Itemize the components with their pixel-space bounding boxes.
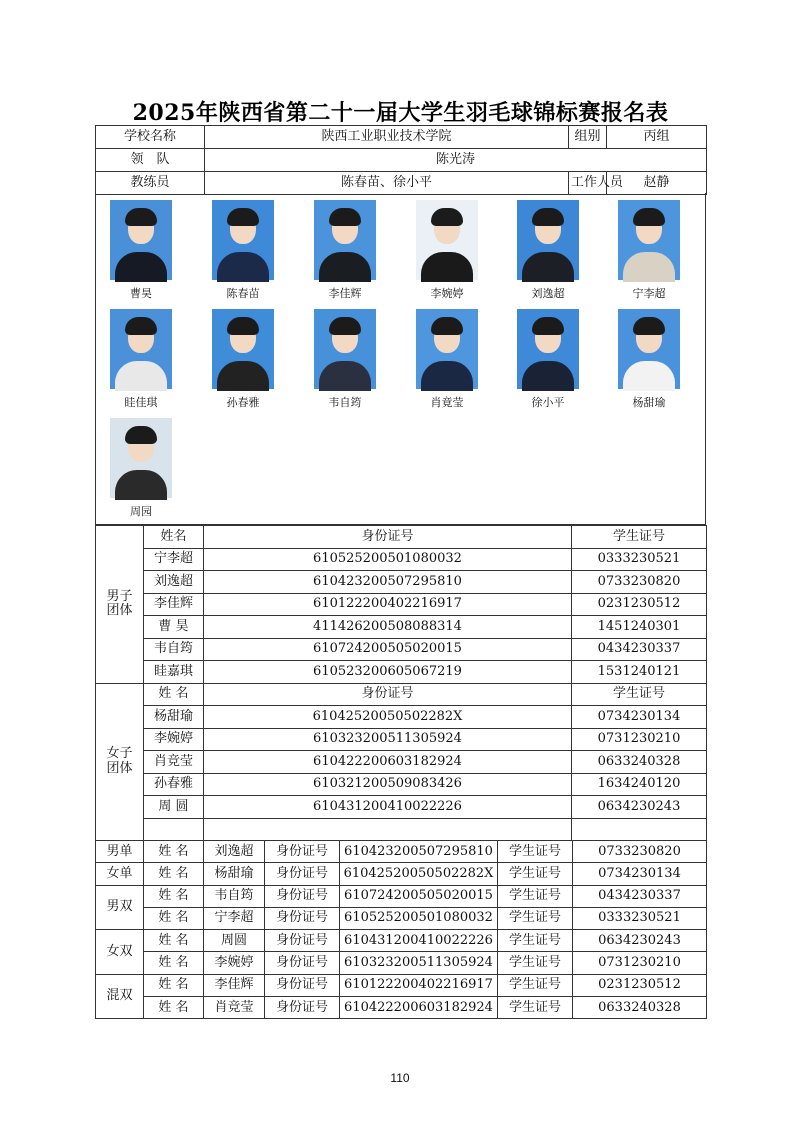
group-value: 丙组 [607, 126, 707, 149]
id-number-cell: 610431200410022226 [204, 796, 572, 819]
mens-team-label-text: 男子 团体 [106, 588, 133, 619]
name-label-cell: 姓 名 [144, 863, 204, 885]
team-entries-table [95, 525, 707, 841]
coach-row [96, 172, 707, 195]
player-name-cell: 刘逸超 [204, 841, 265, 863]
student-number-cell: 0333230521 [572, 548, 707, 571]
womens-team-name-header: 姓 名 [144, 683, 204, 706]
student-label-cell: 学生证号 [498, 997, 573, 1019]
id-label-cell: 身份证号 [265, 841, 340, 863]
mens-team-label [96, 526, 144, 684]
table-row [96, 863, 707, 885]
athlete-portrait [416, 309, 478, 389]
form-title: 2025年陕西省第二十一届大学生羽毛球锦标赛报名表 [132, 100, 669, 126]
player-name-cell: 宁李超 [144, 548, 204, 571]
player-name-cell: 韦自筠 [204, 885, 265, 907]
table-row [96, 548, 707, 571]
name-label-cell: 姓 名 [144, 952, 204, 974]
school-label: 学校名称 [96, 126, 205, 149]
athlete-photo-name: 陈春苗 [226, 287, 260, 300]
leader-label: 领 队 [96, 149, 205, 172]
id-number-cell: 610525200501080032 [204, 548, 572, 571]
header-info-table [95, 125, 707, 195]
athlete-portrait [517, 200, 579, 280]
id-label-cell: 身份证号 [265, 863, 340, 885]
student-number-cell: 0734230134 [572, 706, 707, 729]
athlete-photo-card [517, 200, 579, 301]
table-row [96, 885, 707, 907]
student-label-cell: 学生证号 [498, 885, 573, 907]
name-label-cell: 姓 名 [144, 930, 204, 952]
leader-row [96, 149, 707, 172]
mens-team-section [96, 526, 707, 684]
player-name-cell: 曹 昊 [144, 616, 204, 639]
athlete-photo-card [416, 309, 478, 410]
id-label-cell: 身份证号 [265, 907, 340, 929]
id-number-cell: 610321200509083426 [204, 773, 572, 796]
athlete-portrait [110, 418, 172, 498]
womens-singles-label: 女单 [96, 863, 144, 885]
player-name-cell: 杨甜瑜 [204, 863, 265, 885]
student-label-cell: 学生证号 [498, 841, 573, 863]
id-label-cell: 身份证号 [265, 885, 340, 907]
table-row [96, 952, 707, 974]
id-label-cell: 身份证号 [265, 952, 340, 974]
table-row [96, 616, 707, 639]
student-number-cell: 0733230820 [573, 841, 707, 863]
player-name-cell: 眭嘉琪 [144, 661, 204, 684]
table-row [96, 930, 707, 952]
student-label-cell: 学生证号 [498, 907, 573, 929]
womens-team-section [96, 683, 707, 841]
id-number-cell: 61042520050502282X [340, 863, 498, 885]
mens-singles-label: 男单 [96, 841, 144, 863]
athlete-photo-card [618, 309, 680, 410]
athlete-photo-name: 宁李超 [632, 287, 666, 300]
id-number-cell: 610423200507295810 [340, 841, 498, 863]
student-number-cell: 1451240301 [572, 616, 707, 639]
athlete-photo-name: 曹昊 [130, 287, 152, 300]
player-name-cell: 孙春雅 [144, 773, 204, 796]
player-name-cell: 杨甜瑜 [144, 706, 204, 729]
student-label-cell: 学生证号 [498, 863, 573, 885]
id-number-cell: 411426200508088314 [204, 616, 572, 639]
athlete-photo-card [314, 200, 376, 301]
athlete-portrait [314, 200, 376, 280]
athlete-photo-panel [95, 193, 706, 525]
table-row [96, 974, 707, 996]
student-label-cell: 学生证号 [498, 952, 573, 974]
table-row [96, 638, 707, 661]
athlete-portrait [110, 309, 172, 389]
student-number-cell: 0731230210 [572, 728, 707, 751]
athlete-portrait [212, 200, 274, 280]
mens-doubles-label: 男双 [96, 885, 144, 930]
id-label-cell: 身份证号 [265, 997, 340, 1019]
mens-team-id-header: 身份证号 [204, 526, 572, 549]
id-number-cell: 610323200511305924 [204, 728, 572, 751]
name-label-cell: 姓 名 [144, 997, 204, 1019]
athlete-photo-name: 肖竟莹 [430, 396, 464, 409]
table-row [96, 818, 707, 841]
athlete-photo-name: 李佳辉 [328, 287, 362, 300]
athlete-photo-card [212, 200, 274, 301]
student-number-cell: 0231230512 [572, 593, 707, 616]
player-name-cell: 周圆 [204, 930, 265, 952]
id-number-cell [204, 818, 572, 841]
id-number-cell: 610431200410022226 [340, 930, 498, 952]
athlete-photo-name: 杨甜瑜 [632, 396, 666, 409]
player-name-cell: 肖竞莹 [204, 997, 265, 1019]
id-number-cell: 610724200505020015 [204, 638, 572, 661]
student-number-cell: 0231230512 [573, 974, 707, 996]
table-row [96, 751, 707, 774]
id-number-cell: 610422200603182924 [340, 997, 498, 1019]
coach-value: 陈春苗、徐小平 [205, 172, 569, 195]
name-label-cell: 姓 名 [144, 885, 204, 907]
student-number-cell: 1634240120 [572, 773, 707, 796]
student-number-cell: 0633240328 [573, 997, 707, 1019]
school-value: 陕西工业职业技术学院 [205, 126, 569, 149]
name-label-cell: 姓 名 [144, 841, 204, 863]
athlete-photo-name: 孙春雅 [226, 396, 260, 409]
id-number-cell: 610122200402216917 [340, 974, 498, 996]
athlete-portrait [314, 309, 376, 389]
player-name-cell: 李佳辉 [204, 974, 265, 996]
student-number-cell: 0634230243 [573, 930, 707, 952]
player-name-cell: 宁李超 [204, 907, 265, 929]
athlete-photo-name: 徐小平 [531, 396, 565, 409]
table-row [96, 796, 707, 819]
student-label-cell: 学生证号 [498, 974, 573, 996]
player-name-cell: 李婉婷 [204, 952, 265, 974]
name-label-cell: 姓 名 [144, 974, 204, 996]
student-number-cell [572, 818, 707, 841]
id-number-cell: 610323200511305924 [340, 952, 498, 974]
athlete-photo-name: 李婉婷 [430, 287, 464, 300]
name-label-cell: 姓 名 [144, 907, 204, 929]
athlete-portrait [110, 200, 172, 280]
athlete-photo-card [517, 309, 579, 410]
id-number-cell: 610523200605067219 [204, 661, 572, 684]
table-row [96, 571, 707, 594]
player-name-cell: 肖竞莹 [144, 751, 204, 774]
womens-doubles-label: 女双 [96, 930, 144, 975]
athlete-photo-name: 刘逸超 [531, 287, 565, 300]
womens-team-label-text: 女子 团体 [106, 746, 133, 776]
table-row [96, 728, 707, 751]
athlete-photo-card [618, 200, 680, 301]
mixed-doubles-label: 混双 [96, 974, 144, 1019]
table-row [96, 997, 707, 1019]
player-name-cell: 韦自筠 [144, 638, 204, 661]
id-number-cell: 610525200501080032 [340, 907, 498, 929]
table-row [96, 661, 707, 684]
player-name-cell: 李婉婷 [144, 728, 204, 751]
athlete-photo-card [110, 309, 172, 410]
id-label-cell: 身份证号 [265, 974, 340, 996]
athlete-portrait [416, 200, 478, 280]
player-name-cell: 刘逸超 [144, 571, 204, 594]
staff-label: 工作人员 [569, 172, 607, 195]
player-name-cell: 李佳辉 [144, 593, 204, 616]
staff-value: 赵静 [607, 172, 707, 195]
mens-team-name-header: 姓名 [144, 526, 204, 549]
athlete-photo-card [110, 418, 172, 519]
id-label-cell: 身份证号 [265, 930, 340, 952]
athlete-photo-card [314, 309, 376, 410]
student-number-cell: 0333230521 [573, 907, 707, 929]
coach-label: 教练员 [96, 172, 205, 195]
group-label: 组别 [569, 126, 607, 149]
athlete-portrait [212, 309, 274, 389]
student-number-cell: 0434230337 [572, 638, 707, 661]
table-row [96, 706, 707, 729]
individual-events-table [95, 840, 707, 1019]
student-number-cell: 1531240121 [572, 661, 707, 684]
id-number-cell: 610423200507295810 [204, 571, 572, 594]
student-number-cell: 0733230820 [572, 571, 707, 594]
id-number-cell: 61042520050502282X [204, 706, 572, 729]
athlete-photo-card [416, 200, 478, 301]
student-number-cell: 0434230337 [573, 885, 707, 907]
student-number-cell: 0734230134 [573, 863, 707, 885]
table-row [96, 773, 707, 796]
school-row [96, 126, 707, 149]
athlete-portrait [517, 309, 579, 389]
student-number-cell: 0731230210 [573, 952, 707, 974]
table-row [96, 907, 707, 929]
id-number-cell: 610122200402216917 [204, 593, 572, 616]
womens-team-id-header: 身份证号 [204, 683, 572, 706]
student-number-cell: 0633240328 [572, 751, 707, 774]
page-number: 110 [390, 1071, 410, 1085]
athlete-portrait [618, 309, 680, 389]
athlete-photo-name: 韦自筠 [328, 396, 362, 409]
table-row [96, 841, 707, 863]
athlete-photo-card [110, 200, 172, 301]
table-row [96, 593, 707, 616]
mens-team-student-header: 学生证号 [572, 526, 707, 549]
player-name-cell [144, 818, 204, 841]
player-name-cell: 周 圆 [144, 796, 204, 819]
student-number-cell: 0634230243 [572, 796, 707, 819]
womens-team-student-header: 学生证号 [572, 683, 707, 706]
athlete-photo-name: 眭佳琪 [124, 396, 158, 409]
leader-value: 陈光涛 [205, 149, 707, 172]
athlete-photo-name: 周园 [130, 505, 152, 518]
athlete-photo-card [212, 309, 274, 410]
athlete-portrait [618, 200, 680, 280]
id-number-cell: 610422200603182924 [204, 751, 572, 774]
student-label-cell: 学生证号 [498, 930, 573, 952]
id-number-cell: 610724200505020015 [340, 885, 498, 907]
womens-team-label [96, 683, 144, 841]
